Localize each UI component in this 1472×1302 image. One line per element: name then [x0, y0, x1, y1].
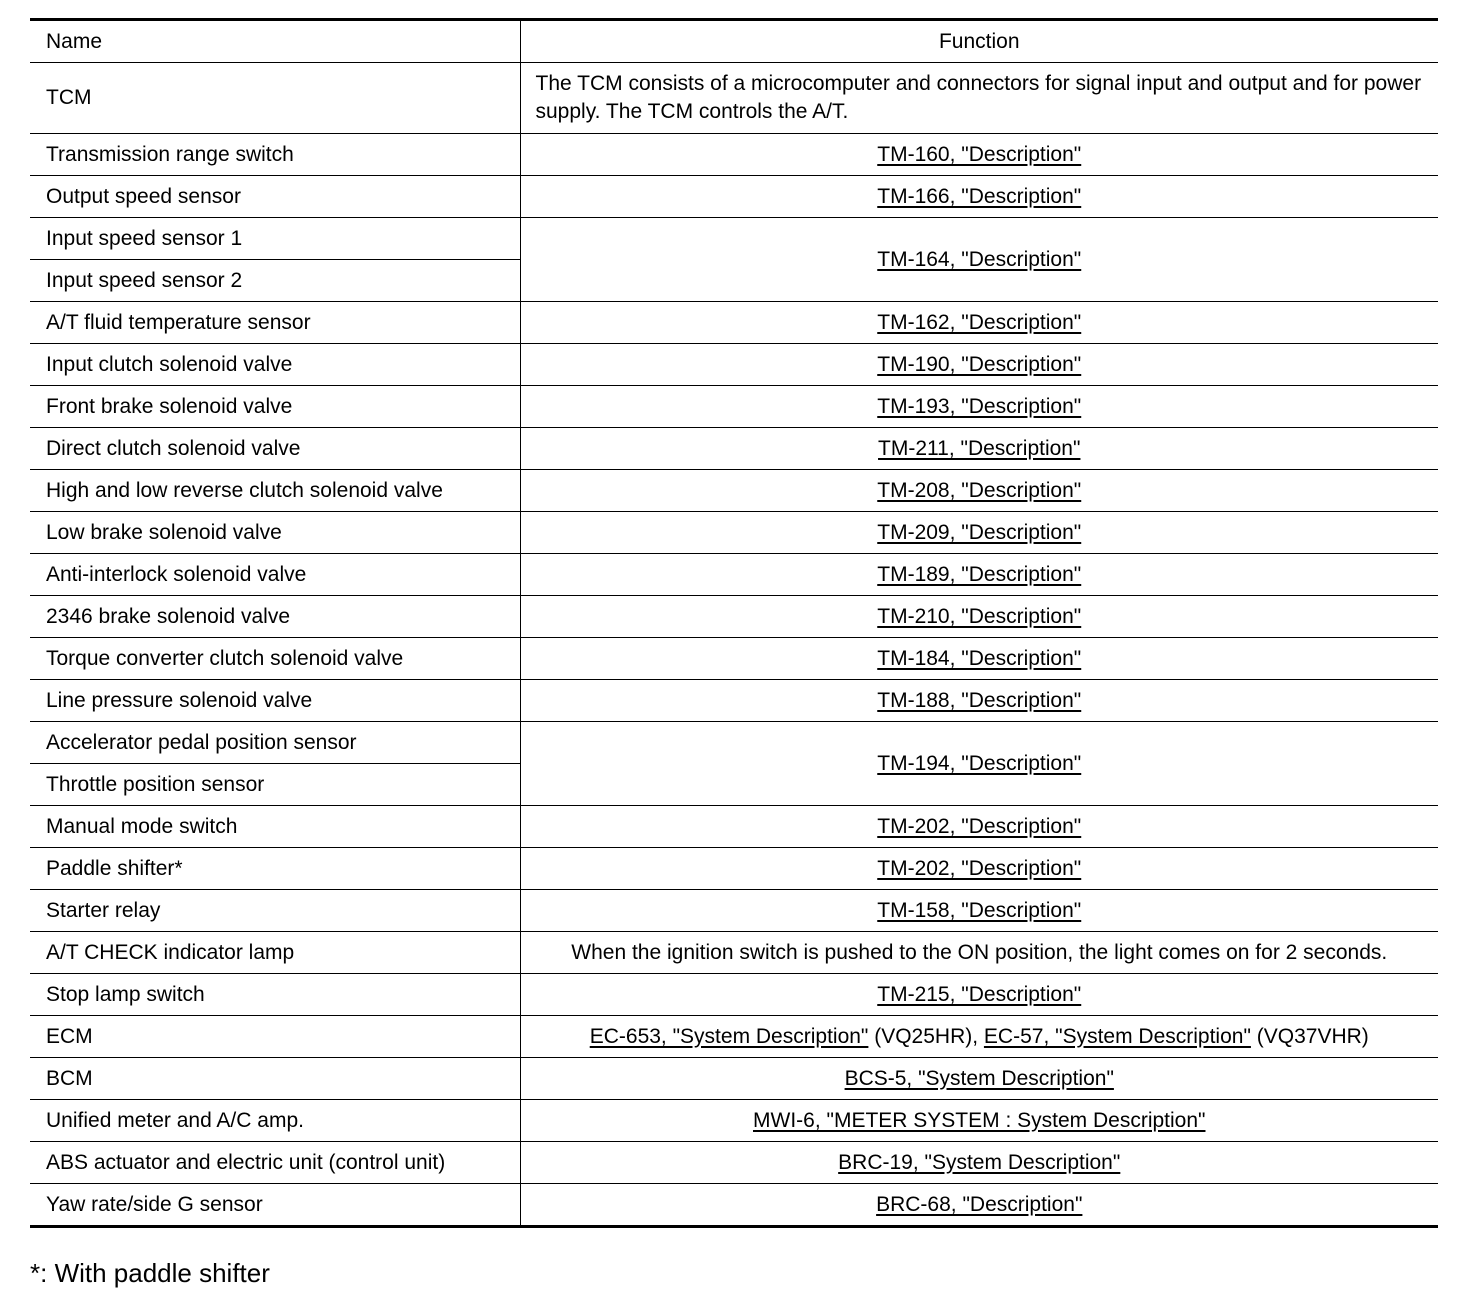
reference-link[interactable]: TM-164, "Description"	[877, 247, 1082, 271]
component-name: ABS actuator and electric unit (control unit)	[30, 1142, 520, 1184]
component-name: High and low reverse clutch solenoid valve	[30, 470, 520, 512]
reference-link[interactable]: MWI-6, "METER SYSTEM : System Description"	[753, 1108, 1206, 1132]
table-row	[30, 890, 1438, 932]
function-cell	[520, 344, 1438, 386]
component-name: Manual mode switch	[30, 806, 520, 848]
component-name: TCM	[30, 63, 520, 134]
reference-link[interactable]: TM-202, "Description"	[877, 856, 1082, 880]
component-function-table	[30, 18, 1438, 1228]
table-row	[30, 512, 1438, 554]
header-function: Function	[520, 20, 1438, 63]
function-cell	[520, 1184, 1438, 1227]
table-row	[30, 848, 1438, 890]
reference-link[interactable]: TM-202, "Description"	[877, 814, 1082, 838]
table-row	[30, 722, 1438, 764]
function-cell	[520, 302, 1438, 344]
reference-link[interactable]: TM-188, "Description"	[877, 688, 1082, 712]
component-name: A/T CHECK indicator lamp	[30, 932, 520, 974]
engine-variant-label: (VQ37VHR)	[1250, 1024, 1369, 1048]
table-row	[30, 302, 1438, 344]
table-row	[30, 806, 1438, 848]
reference-link[interactable]: BRC-68, "Description"	[876, 1192, 1083, 1216]
table-row	[30, 680, 1438, 722]
table-row	[30, 638, 1438, 680]
component-name: Low brake solenoid valve	[30, 512, 520, 554]
engine-variant-label: (VQ25HR),	[868, 1024, 984, 1048]
component-name: Output speed sensor	[30, 176, 520, 218]
reference-link[interactable]: TM-166, "Description"	[877, 184, 1082, 208]
reference-link[interactable]: TM-162, "Description"	[877, 310, 1082, 334]
function-cell	[520, 386, 1438, 428]
function-cell	[520, 176, 1438, 218]
function-cell	[520, 680, 1438, 722]
function-cell	[520, 1142, 1438, 1184]
component-name: Front brake solenoid valve	[30, 386, 520, 428]
function-cell	[520, 890, 1438, 932]
function-cell	[520, 428, 1438, 470]
table-row	[30, 470, 1438, 512]
table-row	[30, 1184, 1438, 1227]
table-row	[30, 1016, 1438, 1058]
reference-link[interactable]: TM-158, "Description"	[877, 898, 1082, 922]
function-cell	[520, 1016, 1438, 1058]
component-name: BCM	[30, 1058, 520, 1100]
reference-link[interactable]: BCS-5, "System Description"	[844, 1066, 1114, 1090]
function-text: When the ignition switch is pushed to the ON position, the light comes on for 2 seconds.	[520, 932, 1438, 974]
component-name: Transmission range switch	[30, 134, 520, 176]
reference-link[interactable]: TM-209, "Description"	[877, 520, 1082, 544]
reference-link[interactable]: TM-211, "Description"	[878, 436, 1081, 460]
header-row	[30, 20, 1438, 63]
component-name: Stop lamp switch	[30, 974, 520, 1016]
table-row	[30, 428, 1438, 470]
component-name: Direct clutch solenoid valve	[30, 428, 520, 470]
component-name: Paddle shifter*	[30, 848, 520, 890]
function-cell	[520, 134, 1438, 176]
reference-link[interactable]: TM-190, "Description"	[877, 352, 1082, 376]
function-cell	[520, 722, 1438, 806]
function-cell	[520, 554, 1438, 596]
component-name: ECM	[30, 1016, 520, 1058]
function-cell	[520, 638, 1438, 680]
reference-link[interactable]: EC-653, "System Description"	[589, 1024, 869, 1048]
reference-link[interactable]: BRC-19, "System Description"	[838, 1150, 1121, 1174]
table-row	[30, 63, 1438, 134]
table-row	[30, 218, 1438, 260]
component-name: Input speed sensor 2	[30, 260, 520, 302]
table-row	[30, 176, 1438, 218]
table-row	[30, 1058, 1438, 1100]
component-name: Throttle position sensor	[30, 764, 520, 806]
reference-link[interactable]: TM-215, "Description"	[877, 982, 1082, 1006]
function-cell	[520, 974, 1438, 1016]
reference-link[interactable]: TM-208, "Description"	[877, 478, 1082, 502]
table-row	[30, 596, 1438, 638]
function-cell	[520, 1058, 1438, 1100]
reference-link[interactable]: TM-160, "Description"	[877, 142, 1082, 166]
table-row	[30, 932, 1438, 974]
table-row	[30, 134, 1438, 176]
function-cell	[520, 218, 1438, 302]
reference-link[interactable]: TM-210, "Description"	[877, 604, 1082, 628]
component-name: Torque converter clutch solenoid valve	[30, 638, 520, 680]
reference-link[interactable]: TM-194, "Description"	[877, 751, 1082, 775]
reference-link[interactable]: TM-193, "Description"	[877, 394, 1082, 418]
footnote: *: With paddle shifter	[30, 1258, 270, 1288]
header-name: Name	[30, 20, 520, 63]
component-name: Accelerator pedal position sensor	[30, 722, 520, 764]
component-name: Unified meter and A/C amp.	[30, 1100, 520, 1142]
component-name: Starter relay	[30, 890, 520, 932]
component-name: A/T fluid temperature sensor	[30, 302, 520, 344]
function-cell	[520, 596, 1438, 638]
table-row	[30, 554, 1438, 596]
table-row	[30, 1100, 1438, 1142]
reference-link[interactable]: EC-57, "System Description"	[983, 1024, 1251, 1048]
function-cell	[520, 470, 1438, 512]
component-name: Yaw rate/side G sensor	[30, 1184, 520, 1227]
reference-link[interactable]: TM-184, "Description"	[877, 646, 1082, 670]
component-name: Anti-interlock solenoid valve	[30, 554, 520, 596]
component-name: Line pressure solenoid valve	[30, 680, 520, 722]
table-row	[30, 386, 1438, 428]
reference-link[interactable]: TM-189, "Description"	[877, 562, 1082, 586]
component-name: Input speed sensor 1	[30, 218, 520, 260]
function-text: The TCM consists of a microcomputer and connectors for signal input and output and for power supply. The TCM controls the A/T.	[520, 63, 1438, 134]
component-name: 2346 brake solenoid valve	[30, 596, 520, 638]
function-cell	[520, 512, 1438, 554]
function-cell	[520, 806, 1438, 848]
table-row	[30, 344, 1438, 386]
function-cell	[520, 1100, 1438, 1142]
function-cell	[520, 848, 1438, 890]
table-row	[30, 1142, 1438, 1184]
table-row	[30, 974, 1438, 1016]
component-name: Input clutch solenoid valve	[30, 344, 520, 386]
